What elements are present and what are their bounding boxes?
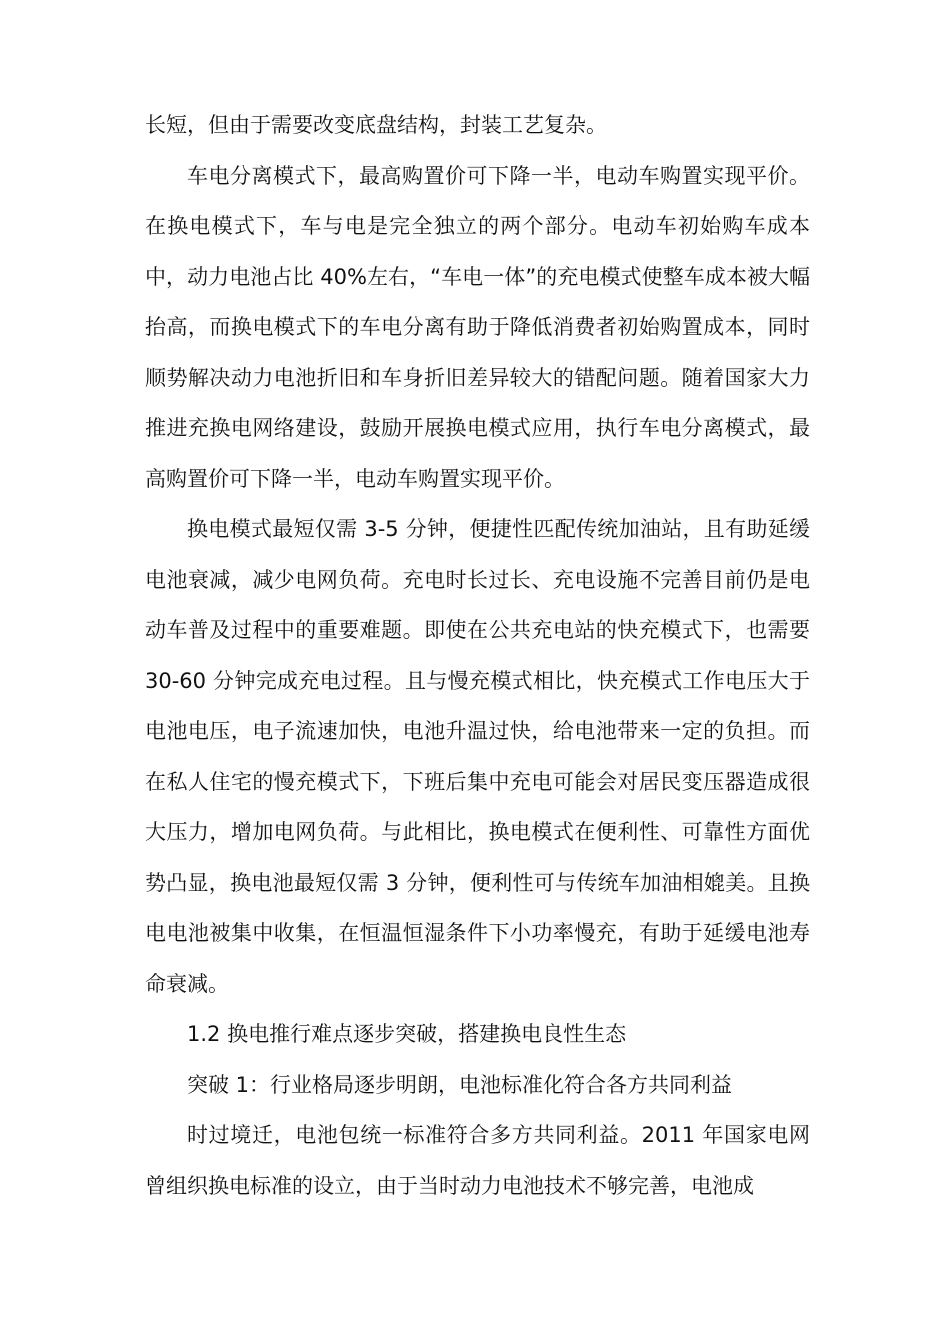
subheading: 突破 1：行业格局逐步明朗，电池标准化符合各方共同利益 [187, 1072, 733, 1097]
paragraph-continuation: 长短，但由于需要改变底盘结构，封装工艺复杂。 [145, 113, 607, 137]
paragraph-standardization: 时过境迁，电池包统一标准符合多方共同利益。2011 年国家电网曾组织换电标准的设立，由于当时动力电池技术不够完善，电池成 [145, 1123, 810, 1198]
paragraph-battery-swap-separation: 车电分离模式下，最高购置价可下降一半，电动车购置实现平价。在换电模式下，车与电是完全独立的两个部分。电动车初始购车成本中，动力电池占比 40%左右，“车电一体”的充电模式使整车成本被大幅抬高，而换电模式下的车电分离有助于降低消费者初始购置成本，同时顺势解决动力电池折旧和车身折旧差异较大的错配问题。随着国家大力推进充换电网络建设，鼓励开展换电模式应用，执行车电分离模式，最高购置价可下降一半，电动车购置实现平价。 [145, 163, 810, 491]
section-heading: 1.2 换电推行难点逐步突破，搭建换电良性生态 [187, 1022, 627, 1046]
paragraph-swap-speed: 换电模式最短仅需 3-5 分钟，便捷性匹配传统加油站，且有助延缓电池衰减，减少电网负荷。充电时长过长、充电设施不完善目前仍是电动车普及过程中的重要难题。即使在公共充电站的快充模式下，也需要 30-60 分钟完成充电过程。且与慢充模式相比，快充模式工作电压大于电池电压，电子流速加快，电池升温过快，给电池带来一定的负担。而在私人住宅的慢充模式下，下班后集中充电可能会对居民变压器造成很大压力，增加电网负荷。与此相比，换电模式在便利性、可靠性方面优势凸显，换电池最短仅需 3 分钟，便利性可与传统车加油相媲美。且换电电池被集中收集，在恒温恒湿条件下小功率慢充，有助于延缓电池寿命衰减。 [145, 517, 810, 996]
document-body [145, 100, 810, 1211]
